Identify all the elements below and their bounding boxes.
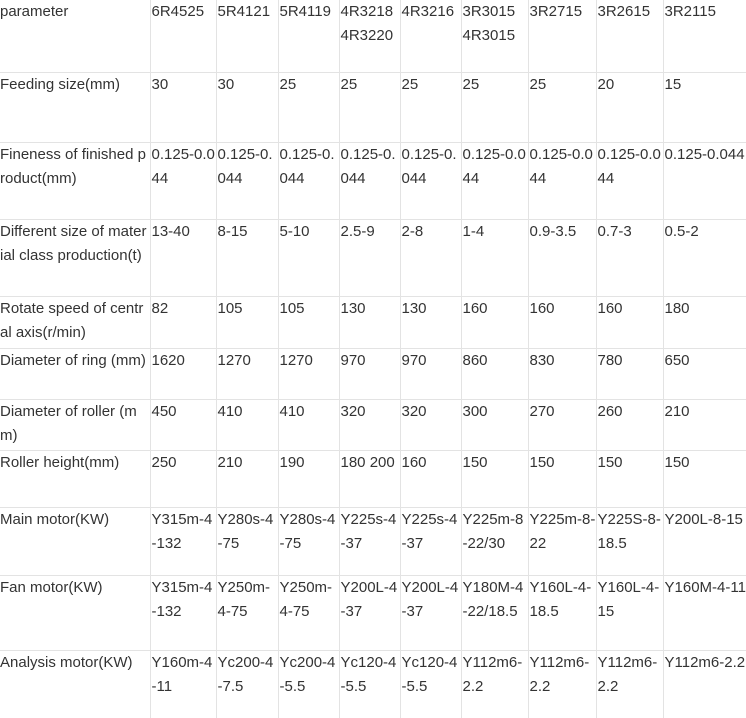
table-cell: 410 — [278, 399, 339, 450]
table-cell: 1-4 — [461, 219, 528, 296]
table-cell: Y200L-4-37 — [400, 575, 461, 650]
table-cell: 1620 — [150, 348, 216, 399]
table-row — [0, 142, 746, 219]
table-cell: 150 — [461, 450, 528, 507]
table-cell: 30 — [150, 72, 216, 142]
table-cell: 13-40 — [150, 219, 216, 296]
table-cell: 970 — [400, 348, 461, 399]
table-cell: 0.125-0.044 — [278, 142, 339, 219]
table-row — [0, 399, 746, 450]
table-cell: 105 — [278, 296, 339, 348]
table-cell: 780 — [596, 348, 663, 399]
table-cell: Y225m-8-22/30 — [461, 507, 528, 575]
table-cell: 150 — [663, 450, 746, 507]
header-cell: 4R3218 4R3220 — [339, 0, 400, 72]
table-cell: 260 — [596, 399, 663, 450]
table-cell: 860 — [461, 348, 528, 399]
table-cell: 830 — [528, 348, 596, 399]
table-cell: 0.9-3.5 — [528, 219, 596, 296]
table-cell: 25 — [461, 72, 528, 142]
table-row — [0, 72, 746, 142]
row-label: Feeding size(mm) — [0, 72, 150, 142]
header-cell: 3R2615 — [596, 0, 663, 72]
row-label: Fineness of finished product(mm) — [0, 142, 150, 219]
header-row — [0, 0, 746, 72]
table-cell: 25 — [339, 72, 400, 142]
table-cell: 320 — [339, 399, 400, 450]
table-cell: 30 — [216, 72, 278, 142]
table-row — [0, 450, 746, 507]
table-cell: 105 — [216, 296, 278, 348]
row-label: Analysis motor(KW) — [0, 650, 150, 718]
table-cell: 150 — [528, 450, 596, 507]
table-cell: Y200L-8-15 — [663, 507, 746, 575]
table-cell: 0.125-0.044 — [150, 142, 216, 219]
table-cell: 160 — [596, 296, 663, 348]
table-row — [0, 575, 746, 650]
table-cell: 2.5-9 — [339, 219, 400, 296]
row-label: Diameter of ring (mm) — [0, 348, 150, 399]
table-cell: Y315m-4-132 — [150, 507, 216, 575]
table-cell: 270 — [528, 399, 596, 450]
table-cell: Y250m-4-75 — [216, 575, 278, 650]
table-cell: 82 — [150, 296, 216, 348]
table-row — [0, 650, 746, 718]
row-label: Diameter of roller (mm) — [0, 399, 150, 450]
table-cell: Y160m-4-11 — [150, 650, 216, 718]
table-cell: 0.125-0.044 — [663, 142, 746, 219]
table-cell: Y112m6-2.2 — [528, 650, 596, 718]
table-row — [0, 219, 746, 296]
table-cell: Yc200-4-7.5 — [216, 650, 278, 718]
table-cell: Y315m-4-132 — [150, 575, 216, 650]
table-cell: Y225m-8-22 — [528, 507, 596, 575]
table-cell: 190 — [278, 450, 339, 507]
header-cell: parameter — [0, 0, 150, 72]
table-cell: Y160L-4-15 — [596, 575, 663, 650]
table-cell: 0.125-0.044 — [461, 142, 528, 219]
row-label: Main motor(KW) — [0, 507, 150, 575]
header-cell: 5R4121 — [216, 0, 278, 72]
table-cell: 20 — [596, 72, 663, 142]
header-cell: 3R2715 — [528, 0, 596, 72]
table-cell: 0.7-3 — [596, 219, 663, 296]
table-cell: 0.125-0.044 — [216, 142, 278, 219]
table-cell: 25 — [400, 72, 461, 142]
table-cell: 210 — [216, 450, 278, 507]
header-cell: 5R4119 — [278, 0, 339, 72]
table-cell: Y160L-4-18.5 — [528, 575, 596, 650]
table-cell: 180 200 — [339, 450, 400, 507]
table-cell: Yc120-4-5.5 — [400, 650, 461, 718]
header-cell: 4R3216 — [400, 0, 461, 72]
row-label: Different size of material class production(t) — [0, 219, 150, 296]
table-cell: Y280s-4-75 — [278, 507, 339, 575]
table-cell: 300 — [461, 399, 528, 450]
table-cell: Y112m6-2.2 — [664, 653, 746, 671]
table-cell: 15 — [663, 72, 746, 142]
row-label: Roller height(mm) — [0, 450, 150, 507]
table-cell: Y280s-4-75 — [216, 507, 278, 575]
table-row — [0, 507, 746, 575]
table-cell: 250 — [150, 450, 216, 507]
table-cell: Y225s-4-37 — [339, 507, 400, 575]
table-cell: 130 — [400, 296, 461, 348]
table-cell: 150 — [596, 450, 663, 507]
table-cell: 1270 — [216, 348, 278, 399]
table-cell: Y180M-4-22/18.5 — [461, 575, 528, 650]
table-cell: 0.5-2 — [663, 219, 746, 296]
table-cell: 450 — [150, 399, 216, 450]
table-cell: 0.125-0.044 — [596, 142, 663, 219]
table-cell: 0.125-0.044 — [339, 142, 400, 219]
table-cell: Y112m6-2.2 — [596, 650, 663, 718]
table-cell: Y225S-8-18.5 — [596, 507, 663, 575]
table-cell: Y112m6-2.2 — [461, 650, 528, 718]
row-label: Fan motor(KW) — [0, 575, 150, 650]
table-cell: 180 — [663, 296, 746, 348]
table-cell: 970 — [339, 348, 400, 399]
table-cell: 1270 — [278, 348, 339, 399]
table-cell: Y250m-4-75 — [278, 575, 339, 650]
table-cell: 320 — [400, 399, 461, 450]
table-cell: Y160M-4-11 — [663, 575, 746, 650]
table-cell: 410 — [216, 399, 278, 450]
row-label: Rotate speed of central axis(r/min) — [0, 296, 150, 348]
table-cell: 650 — [663, 348, 746, 399]
table-cell: 160 — [528, 296, 596, 348]
table-cell: 160 — [400, 450, 461, 507]
table-cell: Y200L-4-37 — [339, 575, 400, 650]
table-cell: 0.125-0.044 — [528, 142, 596, 219]
table-cell: 5-10 — [278, 219, 339, 296]
header-cell: 3R2115 — [663, 0, 746, 72]
table-cell: 25 — [278, 72, 339, 142]
header-cell: 3R3015 4R3015 — [461, 0, 528, 72]
table-cell: 2-8 — [400, 219, 461, 296]
table-row — [0, 296, 746, 348]
table-cell: 130 — [339, 296, 400, 348]
table-cell: 0.125-0.044 — [400, 142, 461, 219]
table-cell: 160 — [461, 296, 528, 348]
table-row — [0, 348, 746, 399]
table-cell: Yc120-4-5.5 — [339, 650, 400, 718]
header-cell: 6R4525 — [150, 0, 216, 72]
table-cell: 25 — [528, 72, 596, 142]
table-cell: Y225s-4-37 — [400, 507, 461, 575]
table-cell: 210 — [663, 399, 746, 450]
table-cell: 8-15 — [216, 219, 278, 296]
table-cell: Yc200-4-5.5 — [278, 650, 339, 718]
